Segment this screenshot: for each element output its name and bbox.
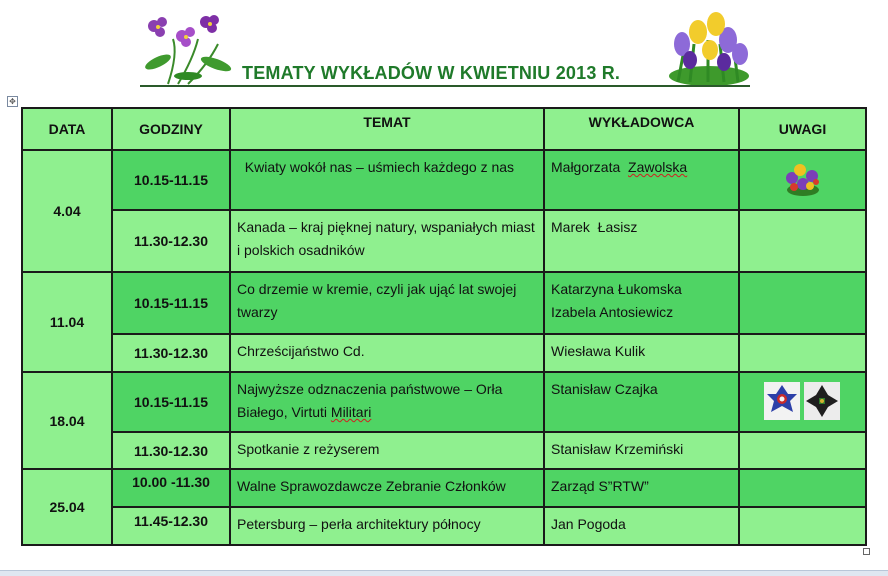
header-hours: GODZINY: [112, 108, 230, 150]
lecturer-name-second: Izabela Antosiewicz: [551, 304, 674, 320]
date-cell: 25.04: [22, 469, 112, 545]
date-cell: 4.04: [22, 150, 112, 272]
topic-cell: Spotkanie z reżyserem: [230, 432, 544, 469]
lecturer-name: Katarzyna Łukomska: [551, 281, 682, 297]
lecturer-cell: Stanisław Czajka: [544, 372, 739, 432]
lecturer-name: Małgorzata: [551, 159, 629, 175]
date-cell: 11.04: [22, 272, 112, 372]
topic-cell: Petersburg – perła architektury północy: [230, 507, 544, 545]
notes-cell: [739, 507, 866, 545]
medals-icon: [764, 382, 842, 420]
lecturer-cell: [544, 272, 739, 334]
flower-bouquet-icon: [782, 160, 824, 198]
lecture-table: [21, 107, 867, 546]
move-icon: ✥: [9, 97, 16, 106]
notes-cell: [739, 272, 866, 334]
crocus-flowers-right-icon: [668, 10, 750, 86]
header-date: DATA: [22, 108, 112, 150]
lecturer-surname: Zawolska: [628, 159, 688, 175]
topic-cell: [230, 372, 544, 432]
notes-cell: [739, 150, 866, 210]
table-row: [22, 507, 866, 545]
header-lecturer: WYKŁADOWCA: [544, 108, 739, 150]
topic-cell: Kwiaty wokół nas – uśmiech każdego z nas: [230, 150, 544, 210]
notes-cell: [739, 210, 866, 272]
lecturer-cell: Zarząd S”RTW”: [544, 469, 739, 507]
table-row: [22, 150, 866, 210]
time-cell: 10.15-11.15: [112, 150, 230, 210]
table-row: [22, 334, 866, 372]
time-cell: 10.00 -11.30: [112, 469, 230, 507]
table-row: [22, 432, 866, 469]
time-cell: 11.45-12.30: [112, 507, 230, 545]
topic-cell: Walne Sprawozdawcze Zebranie Członków: [230, 469, 544, 507]
header-topic: TEMAT: [230, 108, 544, 150]
table-row: [22, 372, 866, 432]
notes-cell: [739, 372, 866, 432]
notes-cell: [739, 469, 866, 507]
lecturer-cell: Wiesława Kulik: [544, 334, 739, 372]
title-underline: [140, 85, 750, 87]
time-cell: 10.15-11.15: [112, 272, 230, 334]
time-cell: 11.30-12.30: [112, 210, 230, 272]
table-row: [22, 469, 866, 507]
header-notes: UWAGI: [739, 108, 866, 150]
lecturer-cell: [544, 150, 739, 210]
page-title: TEMATY WYKŁADÓW W KWIETNIU 2013 R.: [242, 63, 621, 83]
topic-text: Najwyższe odznaczenia państwowe – Orła Białego, Virtuti: [237, 381, 503, 420]
lecturer-cell: Marek Łasisz: [544, 210, 739, 272]
time-cell: 10.15-11.15: [112, 372, 230, 432]
window-bottom-edge: [0, 570, 888, 576]
table-resize-handle[interactable]: [863, 548, 870, 555]
table-row: [22, 210, 866, 272]
topic-cell: Co drzemie w kremie, czyli jak ująć lat swojej twarzy: [230, 272, 544, 334]
lecturer-cell: Stanisław Krzemiński: [544, 432, 739, 469]
violet-flowers-left-icon: [138, 14, 238, 86]
date-cell: 18.04: [22, 372, 112, 469]
table-move-handle[interactable]: [7, 96, 18, 107]
time-cell: 11.30-12.30: [112, 334, 230, 372]
notes-cell: [739, 334, 866, 372]
notes-cell: [739, 432, 866, 469]
topic-text-misspelled: Militari: [330, 404, 372, 420]
table-header-row: [22, 108, 866, 150]
time-cell: 11.30-12.30: [112, 432, 230, 469]
table-row: [22, 272, 866, 334]
topic-cell: Chrześcijaństwo Cd.: [230, 334, 544, 372]
topic-cell: Kanada – kraj pięknej natury, wspaniałych miast i polskich osadników: [230, 210, 544, 272]
lecturer-cell: Jan Pogoda: [544, 507, 739, 545]
